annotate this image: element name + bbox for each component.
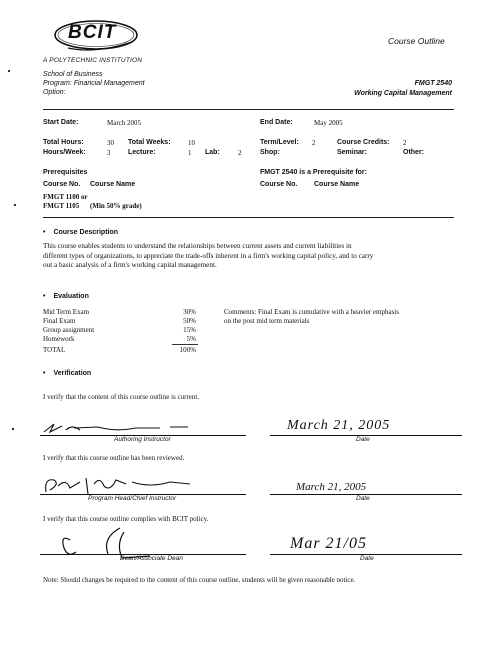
eval-comments: Comments: Final Exam is cumulative with a heavier emphasis (224, 308, 399, 316)
hours-week-label: Hours/Week: (43, 149, 86, 156)
end-date: May 2005 (314, 119, 343, 127)
eval-item-value: 30% (183, 308, 196, 316)
eval-item-value: 15% (183, 326, 196, 334)
course-code: FMGT 2540 (414, 80, 452, 87)
divider (43, 109, 454, 110)
lecture-label: Lecture: (128, 149, 156, 156)
seminar-label: Seminar: (337, 149, 367, 156)
prereq-line1: FMGT 1100 or (43, 193, 88, 201)
start-date-label: Start Date: (43, 119, 79, 126)
end-date-label: End Date: (260, 119, 293, 126)
credits-label: Course Credits: (337, 139, 390, 146)
date-handwritten: March 21, 2005 (296, 481, 367, 493)
description-text (43, 242, 463, 271)
verify-statement-2: I verify that this course outline has been reviewed. (43, 454, 185, 462)
prereq-for-col-name: Course Name (314, 181, 360, 188)
prereq-for: FMGT 2540 is a Prerequisite for: (260, 169, 367, 176)
lab-label: Lab: (205, 149, 220, 156)
verify-statement-3: I verify that this course outline complies with BCIT policy. (43, 515, 209, 523)
term: 2 (312, 139, 316, 147)
dean-label: Dean/Associate Dean (120, 555, 183, 562)
total-hours: 30 (107, 139, 114, 147)
sum-rule (172, 344, 198, 345)
authoring-instructor-label: Authoring Instructor (114, 436, 171, 443)
credits: 2 (403, 139, 407, 147)
lab: 2 (238, 149, 242, 157)
date-handwritten: March 21, 2005 (287, 418, 391, 433)
scan-mark (12, 428, 14, 430)
eval-item-label: Mid Term Exam (43, 308, 90, 316)
term-label: Term/Level: (260, 139, 299, 146)
scan-mark (14, 204, 16, 206)
total-weeks-label: Total Weeks: (128, 139, 171, 146)
program-head-label: Program Head/Chief Instructor (88, 495, 177, 502)
tagline: A POLYTECHNIC INSTITUTION (43, 57, 143, 64)
doc-type: Course Outline (388, 36, 445, 46)
eval-item-value: 5% (186, 335, 196, 343)
prereq-line2-code: FMGT 1105 (43, 202, 80, 210)
eval-total-label: TOTAL (43, 346, 66, 354)
prereq-line2-note: (Min 50% grade) (90, 202, 142, 210)
prereq-col-name: Course Name (90, 181, 136, 188)
verification-heading: • Verification (43, 370, 91, 377)
prereq-for-col-no: Course No. (260, 181, 298, 188)
eval-comments-cont: on the post mid term materials (224, 317, 310, 325)
date-label: Date (356, 436, 370, 443)
option: Option: (43, 89, 66, 96)
evaluation-heading: • Evaluation (43, 293, 89, 300)
eval-item-value: 50% (183, 317, 196, 325)
school: School of Business (43, 71, 103, 78)
logo-text: BCIT (68, 22, 117, 43)
course-title: Working Capital Management (354, 90, 452, 97)
scan-mark (8, 70, 10, 72)
prereq-heading: Prerequisites (43, 169, 88, 176)
description-line: This course enables students to understand the relationships between current assets and current liabilities in (43, 242, 352, 250)
eval-item-label: Group assignment (43, 326, 95, 334)
eval-item-label: Homework (43, 335, 75, 343)
divider (43, 217, 454, 218)
description-line: out a basic analysis of a firm's working capital management. (43, 261, 217, 269)
description-heading: • Course Description (43, 229, 118, 236)
verify-statement-1: I verify that the content of this course outline is current. (43, 393, 200, 401)
date-label: Date (356, 495, 370, 502)
start-date: March 2005 (107, 119, 142, 127)
lecture: 1 (188, 149, 192, 157)
hours-week: 3 (107, 149, 111, 157)
total-weeks: 10 (188, 139, 195, 147)
shop-label: Shop: (260, 149, 280, 156)
description-line: different types of organizations, to appreciate the trade-offs inherent in a firm's working capital policy, and to carry (43, 251, 374, 260)
date-handwritten: Mar 21/05 (290, 535, 367, 552)
footer-note: Note: Should changes be required to the content of this course outline, students will be given reasonable notice. (43, 576, 356, 584)
date-label: Date (360, 555, 374, 562)
other-label: Other: (403, 149, 424, 156)
eval-total-value: 100% (179, 346, 196, 354)
prereq-col-no: Course No. (43, 181, 81, 188)
total-hours-label: Total Hours: (43, 139, 84, 146)
program: Program: Financial Management (43, 80, 145, 87)
eval-item-label: Final Exam (43, 317, 76, 325)
